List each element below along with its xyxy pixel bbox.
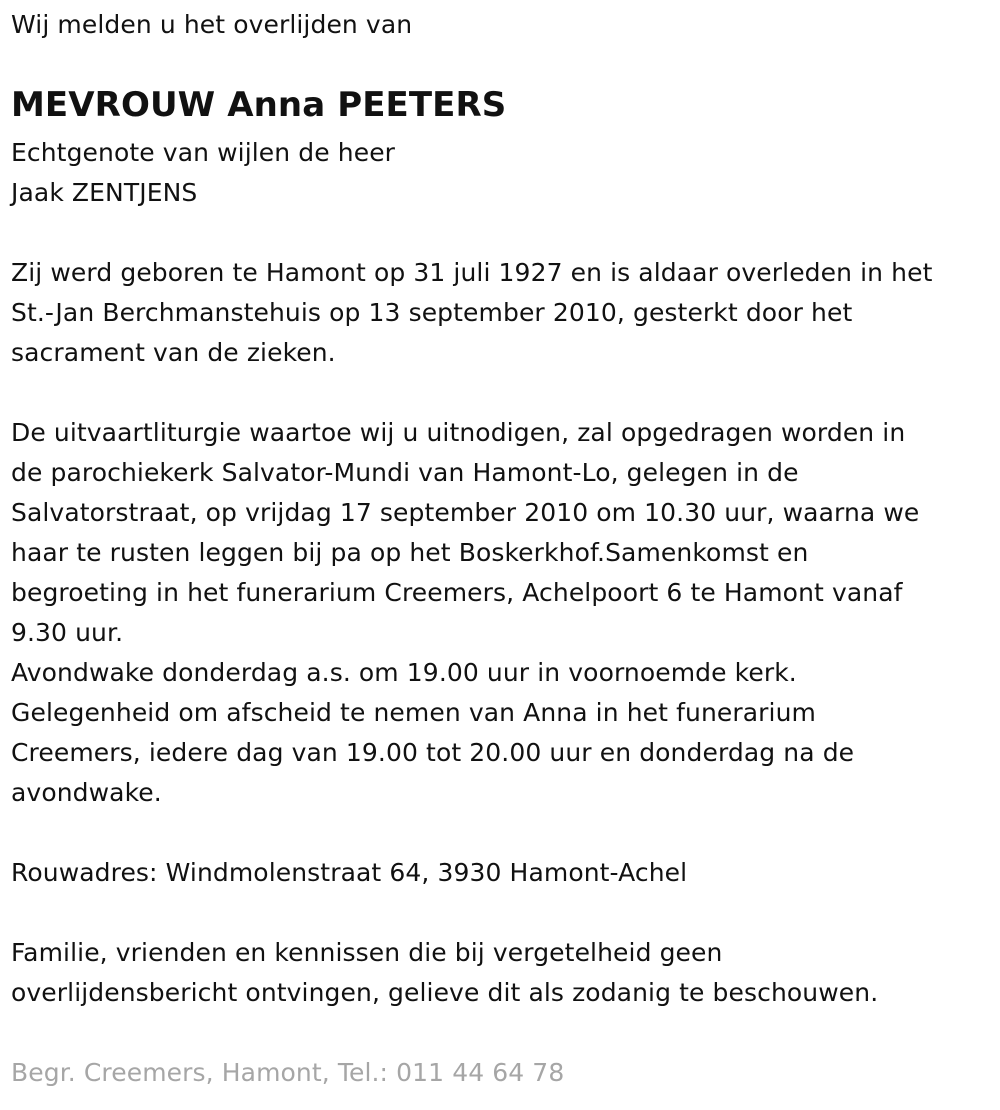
- funeral-line-10: avondwake.: [11, 778, 162, 807]
- birth-death-line-2: St.-Jan Berchmanstehuis op 13 september 2010, gesterkt door het: [11, 298, 853, 327]
- spouse-line-1: Echtgenote van wijlen de heer: [11, 138, 396, 167]
- notice-line-2: overlijdensbericht ontvingen, gelieve dit als zodanig te beschouwen.: [11, 978, 879, 1007]
- intro-line: Wij melden u het overlijden van: [11, 10, 413, 39]
- funeral-line-5: begroeting in het funerarium Creemers, Achelpoort 6 te Hamont vanaf: [11, 578, 903, 607]
- birth-death-line-1: Zij werd geboren te Hamont op 31 juli 1927 en is aldaar overleden in het: [11, 258, 933, 287]
- mourning-address: Rouwadres: Windmolenstraat 64, 3930 Hamont-Achel: [11, 858, 688, 887]
- funeral-line-9: Creemers, iedere dag van 19.00 tot 20.00 uur en donderdag na de: [11, 738, 855, 767]
- funeral-line-6: 9.30 uur.: [11, 618, 124, 647]
- funeral-line-3: Salvatorstraat, op vrijdag 17 september 2010 om 10.30 uur, waarna we: [11, 498, 920, 527]
- funeral-line-8: Gelegenheid om afscheid te nemen van Anna in het funerarium: [11, 698, 816, 727]
- funeral-line-2: de parochiekerk Salvator-Mundi van Hamont-Lo, gelegen in de: [11, 458, 799, 487]
- funeral-line-4: haar te rusten leggen bij pa op het Boskerkhof.Samenkomst en: [11, 538, 809, 567]
- birth-death-line-3: sacrament van de zieken.: [11, 338, 336, 367]
- funeral-line-1: De uitvaartliturgie waartoe wij u uitnodigen, zal opgedragen worden in: [11, 418, 906, 447]
- funeral-line-7: Avondwake donderdag a.s. om 19.00 uur in voornoemde kerk.: [11, 658, 797, 687]
- spouse-line-2: Jaak ZENTJENS: [11, 178, 198, 207]
- deceased-name: MEVROUW Anna PEETERS: [11, 85, 507, 125]
- notice-line-1: Familie, vrienden en kennissen die bij vergetelheid geen: [11, 938, 723, 967]
- undertaker-footer: Begr. Creemers, Hamont, Tel.: 011 44 64 78: [11, 1058, 565, 1087]
